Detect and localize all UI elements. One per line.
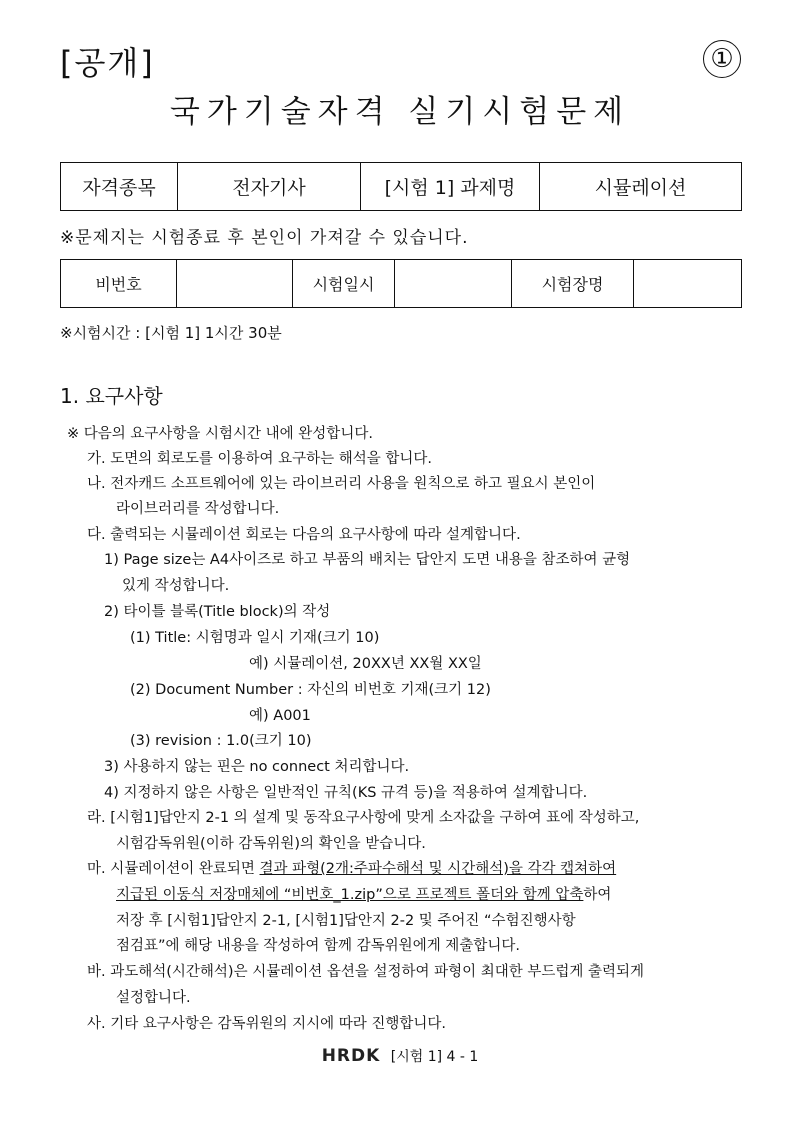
- label-date: 시험일시: [293, 260, 395, 308]
- document-title: 국가기술자격 실기시험문제: [169, 94, 631, 130]
- exam-time-notice: ※시험시간 : [시험 1] 1시간 30분: [60, 324, 282, 342]
- public-label: [공개]: [60, 44, 155, 82]
- footer-page-number: [시험 1] 4 - 1: [390, 1049, 479, 1065]
- req-da: 다. 출력되는 시뮬레이션 회로는 다음의 요구사항에 따라 설계합니다.: [87, 527, 521, 543]
- value-date-blank: [395, 260, 512, 308]
- req-na-line2: 라이브러리를 작성합니다.: [116, 501, 280, 517]
- page-circle-number: ①: [703, 40, 741, 78]
- req-ba-line1: 바. 과도해석(시간해석)은 시뮬레이션 옵션을 설정하여 파형이 최대한 부드럽게 출력되게: [87, 964, 645, 980]
- req-ra-line2: 시험감독위원(이하 감독위원)의 확인을 받습니다.: [116, 836, 426, 852]
- req-ba-line2: 설정합니다.: [116, 990, 191, 1006]
- hrdk-logo: HRDK: [321, 1046, 381, 1066]
- req-da-2: 2) 타이틀 블록(Title block)의 작성: [104, 604, 331, 620]
- section-title: 1. 요구사항: [60, 384, 163, 408]
- req-ma-line3: 저장 후 [시험1]답안지 2-1, [시험1]답안지 2-2 및 주어진 “수험진행사항: [116, 913, 576, 929]
- req-da-2-3: (3) revision : 1.0(크기 10): [130, 733, 312, 749]
- label-task: [시험 1] 과제명: [361, 163, 540, 211]
- req-intro: ※ 다음의 요구사항을 시험시간 내에 완성합니다.: [67, 426, 373, 442]
- req-da-2-2-example: 예) A001: [249, 708, 311, 724]
- info-table: [60, 162, 742, 211]
- req-da-3: 3) 사용하지 않는 핀은 no connect 처리합니다.: [104, 759, 410, 775]
- label-place: 시험장명: [512, 260, 634, 308]
- value-id-blank: [177, 260, 293, 308]
- req-da-1-line1: 1) Page size는 A4사이즈로 하고 부품의 배치는 답안지 도면 내용을 참조하여 균형: [104, 552, 631, 568]
- req-ma-line2-underlined: 지급된 이동식 저장매체에 “비번호_1.zip”으로 프로젝트 폴더와 함께 압축: [116, 887, 584, 903]
- req-ma-line2: [116, 883, 611, 904]
- id-table: [60, 259, 742, 308]
- req-ma-line1-underlined: 결과 파형(2개:주파수해석 및 시간해석)을 각각 캡쳐하여: [259, 861, 617, 877]
- req-da-2-2: (2) Document Number : 자신의 비번호 기재(크기 12): [130, 682, 491, 698]
- req-sa: 사. 기타 요구사항은 감독위원의 지시에 따라 진행합니다.: [87, 1016, 447, 1032]
- label-id: 비번호: [61, 260, 177, 308]
- req-da-2-1-example: 예) 시뮬레이션, 20XX년 XX월 XX일: [249, 656, 482, 672]
- req-na-line1: 나. 전자캐드 소프트웨어에 있는 라이브러리 사용을 원칙으로 하고 필요시 본인이: [87, 476, 596, 492]
- req-da-4: 4) 지정하지 않은 사항은 일반적인 규칙(KS 규격 등)을 적용하여 설계합니다.: [104, 785, 588, 801]
- value-place-blank: [634, 260, 742, 308]
- req-da-1-line2: 있게 작성합니다.: [122, 578, 230, 594]
- value-jongmok: 전자기사: [178, 163, 361, 211]
- req-ma-line1-plain: 마. 시뮬레이션이 완료되면: [87, 861, 260, 877]
- req-ma-line1: [87, 857, 616, 878]
- req-ra-line1: 라. [시험1]답안지 2-1 의 설계 및 동작요구사항에 맞게 소자값을 구하여 표에 작성하고,: [87, 810, 640, 826]
- req-ma-line4: 점검표”에 해당 내용을 작성하여 함께 감독위원에게 제출합니다.: [116, 938, 520, 954]
- label-jongmok: 자격종목: [61, 163, 178, 211]
- req-ma-line2-plain: 하여: [583, 887, 612, 903]
- value-task: 시뮬레이션: [540, 163, 742, 211]
- take-home-notice: ※문제지는 시험종료 후 본인이 가져갈 수 있습니다.: [60, 228, 469, 248]
- req-ga: 가. 도면의 회로도를 이용하여 요구하는 해석을 합니다.: [87, 451, 433, 467]
- page-footer: [0, 1046, 800, 1066]
- req-da-2-1: (1) Title: 시험명과 일시 기재(크기 10): [130, 630, 380, 646]
